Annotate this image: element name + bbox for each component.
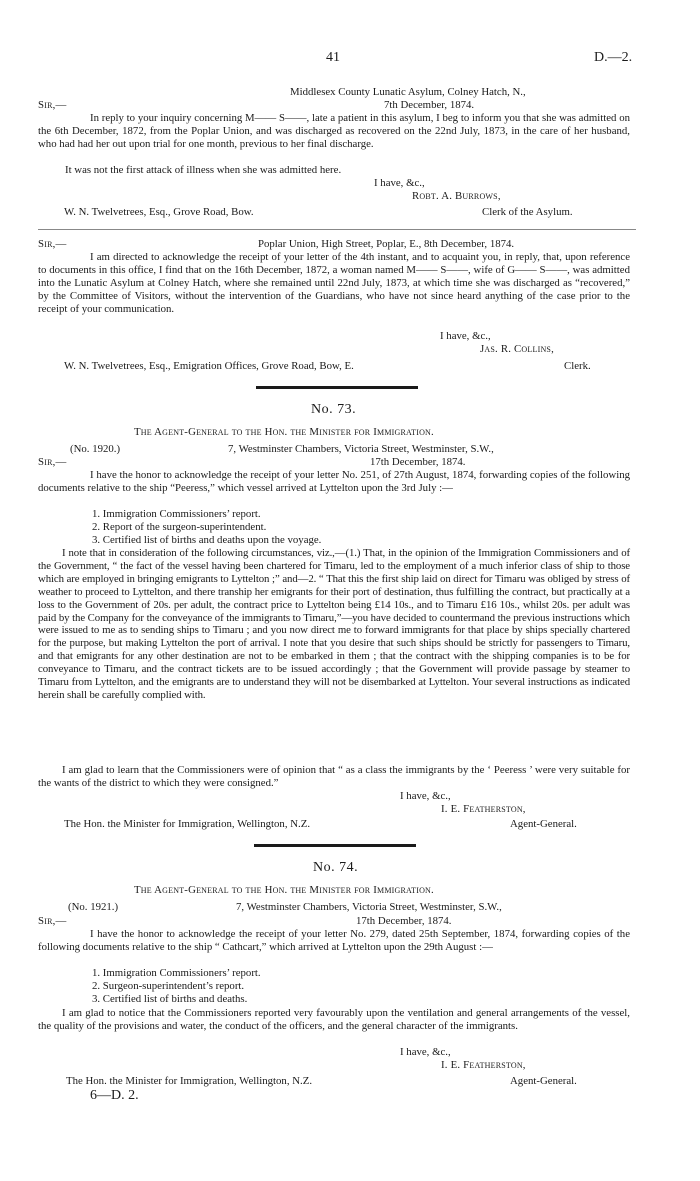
- no73-address: 7, Westminster Chambers, Victoria Street, Westminster, S.W.,: [228, 443, 494, 455]
- no73-signatory: I. E. Featherston,: [441, 803, 526, 815]
- letter2-signatory: Jas. R. Collins,: [480, 343, 554, 355]
- letter1-paragraph-2: It was not the first attack of illness when she was admitted here.: [65, 164, 342, 176]
- no73-intro: I have the honor to acknowledge the receipt of your letter No. 251, of 27th August, 1874, forwarding copies of the following documents relative to the ship “Peeress,” which vessel arrived at Lyttelton upon the 3rd July :—: [38, 469, 630, 494]
- no74-signatory-title: Agent-General.: [510, 1075, 577, 1087]
- no74-closing: I have, &c.,: [400, 1046, 451, 1058]
- no74-list-item: 2. Surgeon-superintendent’s report.: [92, 980, 245, 992]
- page-number: 41: [326, 50, 340, 65]
- letter1-addressee: W. N. Twelvetrees, Esq., Grove Road, Bow.: [64, 206, 254, 218]
- no73-signatory-title: Agent-General.: [510, 818, 577, 830]
- no73-list-item: 1. Immigration Commissioners’ report.: [92, 508, 261, 520]
- no73-title: The Agent-General to the Hon. the Minister for Immigration.: [134, 426, 434, 438]
- letter2-salutation: Sir,—: [38, 238, 67, 250]
- no73-closing-paragraph: I am glad to learn that the Commissioners were of opinion that “ as a class the immigrants by the ‘ Peeress ’ were very suitable for the wants of the district to which they were consigned.”: [38, 764, 630, 789]
- no74-date: 17th December, 1874.: [356, 915, 452, 927]
- letter2-addressee: W. N. Twelvetrees, Esq., Emigration Offices, Grove Road, Bow, E.: [64, 360, 354, 372]
- section-rule: [256, 386, 418, 389]
- no74-signatory: I. E. Featherston,: [441, 1059, 526, 1071]
- letter2-address: Poplar Union, High Street, Poplar, E., 8th December, 1874.: [258, 238, 515, 250]
- letter2-signatory-title: Clerk.: [564, 360, 591, 372]
- no74-address: 7, Westminster Chambers, Victoria Street, Westminster, S.W.,: [236, 901, 502, 913]
- no74-list-item: 1. Immigration Commissioners’ report.: [92, 967, 261, 979]
- no73-salutation: Sir,—: [38, 456, 67, 468]
- no74-addressee: The Hon. the Minister for Immigration, Wellington, N.Z.: [66, 1075, 313, 1087]
- no73-closing: I have, &c.,: [400, 790, 451, 802]
- letter-separator: [38, 229, 636, 230]
- no74-salutation: Sir,—: [38, 915, 67, 927]
- section-rule: [254, 844, 416, 847]
- no74-reference: (No. 1921.): [68, 901, 119, 913]
- letter1-date: 7th December, 1874.: [384, 99, 475, 111]
- letter1-address: Middlesex County Lunatic Asylum, Colney Hatch, N.,: [290, 86, 526, 98]
- document-reference: D.—2.: [594, 50, 633, 65]
- no74-heading: No. 74.: [313, 860, 359, 875]
- letter1-closing: I have, &c.,: [374, 177, 425, 189]
- no73-reference: (No. 1920.): [70, 443, 121, 455]
- no73-addressee: The Hon. the Minister for Immigration, Wellington, N.Z.: [64, 818, 311, 830]
- no73-main-paragraph: I note that in consideration of the following circumstances, viz.,—(1.) That, in the opinion of the Immigration Commissioners and of the Government, “ the fact of the vessel having been chartered for Timaru, led to the employment of a much inferior class of ship to those which are employed in bringing emigrants to Lyttelton ;” and—2. “ That this the first ship laid on direct for Timaru was obliged by stress of weather to proceed to Lyttelton, and there tranship her emigrants for their port of destination, thus fulfilling the contract, but practically at a loss to the Government of 20s. per adult, the contract price to Lyttelton being £14 10s., and to Timaru £16 10s., whilst 20s. per adult was paid by the Company for the conveyance of the immigrants to Timaru,”—you have decided to countermand the previous instructions which were issued to me as to sending ships to Timaru ; and you now direct me to forward immigrants for that place by ships specially chartered for the purpose, but making Lyttelton the port of arrival. I note that you desire that such ships should be strictly for passengers to Timaru, and that emigrants for any other destination are not to be embarked in them ; that the contract with the shipping companies is to be for conveyance to Timaru, and the contract tickets are to be issued accordingly ; that the Government will provide passage by steamer to Timaru from Lyttelton, and the emigrants are to understand they will not be disembarked at Lyttelton. Your several instructions as indicated herein shall be carefully complied with.: [38, 547, 630, 701]
- no74-intro: I have the honor to acknowledge the receipt of your letter No. 279, dated 25th September, 1874, forwarding copies of the following documents relative to the ship “ Cathcart,” which arrived at Lyttelton upon the 29th August :—: [38, 928, 630, 953]
- signature-mark: 6—D. 2.: [90, 1088, 139, 1103]
- no73-heading: No. 73.: [311, 402, 357, 417]
- no74-list-item: 3. Certified list of births and deaths.: [92, 993, 248, 1005]
- letter1-signatory: Robt. A. Burrows,: [412, 190, 501, 202]
- no73-date: 17th December, 1874.: [370, 456, 466, 468]
- letter1-signatory-title: Clerk of the Asylum.: [482, 206, 573, 218]
- letter2-paragraph: I am directed to acknowledge the receipt of your letter of the 4th instant, and to acquaint you, in reply, that, upon reference to documents in this office, I find that on the 16th December, 1872, a woman named M—— S——, wife of G—— S——, was admitted into the Lunatic Asylum at Colney Hatch, where she remained until 22nd July, 1873, at which time she was discharged as “recovered,” by the Committee of Visitors, without the intervention of the Guardians, who have not since heard anything of the case prior to the receipt of your communication.: [38, 251, 630, 315]
- letter2-closing: I have, &c.,: [440, 330, 491, 342]
- no73-list-item: 2. Report of the surgeon-superintendent.: [92, 521, 267, 533]
- no74-paragraph: I am glad to notice that the Commissioners reported very favourably upon the ventilation and general arrangements of the vessel, the quality of the provisions and water, the conduct of the officers, and the general character of the immigrants.: [38, 1007, 630, 1032]
- letter1-salutation: Sir,—: [38, 99, 67, 111]
- letter1-paragraph: In reply to your inquiry concerning M—— S——, late a patient in this asylum, I beg to inform you that she was admitted on the 6th December, 1872, from the Poplar Union, and was discharged as recovered on the 22nd July, 1873, in the care of her husband, who had had her out upon trial for one month, previous to her final discharge.: [38, 112, 630, 150]
- no74-title: The Agent-General to the Hon. the Minister for Immigration.: [134, 884, 434, 896]
- no73-list-item: 3. Certified list of births and deaths upon the voyage.: [92, 534, 322, 546]
